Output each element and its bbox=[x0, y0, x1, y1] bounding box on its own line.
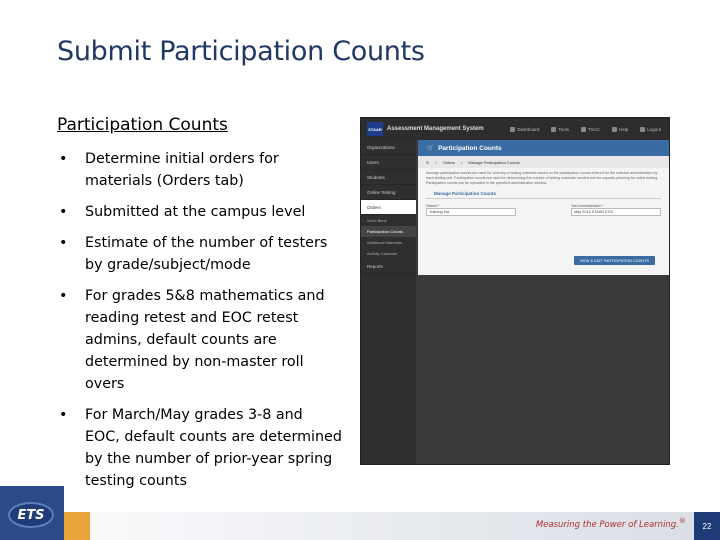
bullet-dot: • bbox=[59, 151, 68, 167]
footer-tagline: Measuring the Power of Learning.® bbox=[535, 516, 686, 530]
slide-title: Submit Participation Counts bbox=[57, 36, 425, 67]
district-group bbox=[426, 204, 516, 216]
sidebar-item-orders[interactable]: Orders bbox=[361, 200, 416, 215]
breadcrumb bbox=[418, 156, 669, 168]
manage-title: Manage Participation Counts bbox=[426, 189, 661, 199]
page-description: Average participation counts are used for ordering of testing materials based on the participation counts entered for the selected administration by each testing unit. Participation counts are used for determining the number of testing materials needed and for capacity planning for online testing. Participation counts can be uploaded in the specified administration window. bbox=[426, 171, 659, 185]
sidebar-sub-additional-materials[interactable]: Additional Materials bbox=[367, 240, 402, 245]
bullet-dot: • bbox=[59, 235, 68, 251]
footer-accent bbox=[64, 512, 90, 540]
sidebar-sub-activity-calendar[interactable]: Activity Calendar bbox=[367, 251, 398, 256]
bullet-item bbox=[57, 404, 342, 492]
bullet-item bbox=[57, 285, 342, 395]
ets-logo-mark: ETS bbox=[8, 502, 54, 528]
sidebar-sub-participation-counts[interactable]: Participation Counts bbox=[361, 226, 416, 237]
bullet-item bbox=[57, 148, 342, 192]
sidebar-item-users[interactable]: Users bbox=[361, 155, 416, 170]
dashboard-link[interactable]: Dashboard bbox=[510, 127, 539, 132]
bullet-dot: • bbox=[59, 204, 68, 220]
bullet-text: Determine initial orders for materials (Orders tab) bbox=[85, 151, 279, 189]
bullet-item bbox=[57, 201, 342, 223]
embedded-screenshot bbox=[360, 117, 670, 465]
tsac-link[interactable]: TSAC bbox=[581, 127, 600, 132]
district-select[interactable]: Training Ind bbox=[426, 208, 516, 216]
ets-logo bbox=[0, 486, 64, 540]
dashboard-icon bbox=[510, 127, 515, 132]
content-header bbox=[418, 140, 669, 156]
registered-mark: ® bbox=[678, 516, 686, 525]
cart-icon: 🛒 bbox=[426, 145, 435, 152]
admin-group bbox=[571, 204, 661, 216]
bullet-text: For grades 5&8 mathematics and reading retest and EOC retest admins, default counts are determined by non-master roll overs bbox=[85, 288, 325, 392]
admin-label: Test Administration * bbox=[571, 204, 604, 208]
tools-link[interactable]: Tools bbox=[551, 127, 569, 132]
breadcrumb-current: Manage Participation Counts bbox=[468, 159, 520, 165]
chevron-right-icon: › bbox=[460, 159, 463, 165]
bullet-dot: • bbox=[59, 407, 68, 423]
filter-fields bbox=[418, 199, 669, 216]
sidebar-item-organizations[interactable]: Organizations bbox=[361, 140, 416, 155]
app-sidebar bbox=[361, 140, 416, 464]
sidebar-sub-word-bank[interactable]: Word Bank bbox=[367, 218, 387, 223]
sidebar-item-reports[interactable]: Reports bbox=[361, 259, 416, 274]
sidebar-item-online-testing[interactable]: Online Testing bbox=[361, 185, 416, 200]
sidebar-item-students[interactable]: Students bbox=[361, 170, 416, 185]
bullet-dot: • bbox=[59, 288, 68, 304]
bullet-text: Estimate of the number of testers by grade/subject/mode bbox=[85, 235, 328, 273]
breadcrumb-orders[interactable]: Orders bbox=[442, 159, 455, 165]
section-heading: Participation Counts bbox=[57, 115, 228, 135]
app-content bbox=[418, 140, 669, 275]
page-number: 22 bbox=[694, 512, 720, 540]
help-link[interactable]: Help bbox=[612, 127, 628, 132]
refresh-icon[interactable]: ↻ bbox=[426, 159, 430, 165]
bullet-text: For March/May grades 3-8 and EOC, default counts are determined by the number of prior-year spring testing counts bbox=[85, 407, 342, 489]
chevron-right-icon: › bbox=[435, 159, 437, 165]
app-title: Assessment Management System bbox=[387, 126, 484, 132]
app-header bbox=[361, 118, 669, 140]
district-label: District * bbox=[426, 204, 440, 208]
admin-select[interactable]: May 2015 STAAR EOC bbox=[571, 208, 661, 216]
content-title: Participation Counts bbox=[438, 144, 502, 152]
view-edit-counts-button[interactable]: VIEW & EDIT PARTICIPATION COUNTS bbox=[574, 256, 655, 265]
logout-icon bbox=[640, 127, 645, 132]
logout-link[interactable]: Logout bbox=[640, 127, 661, 132]
help-icon bbox=[612, 127, 617, 132]
bullet-text: Submitted at the campus level bbox=[85, 204, 306, 220]
bullet-list bbox=[57, 148, 342, 501]
staar-logo: STAAR bbox=[367, 122, 383, 136]
tsac-icon bbox=[581, 127, 586, 132]
bullet-item bbox=[57, 232, 342, 276]
content-empty-area bbox=[418, 275, 669, 464]
tools-icon bbox=[551, 127, 556, 132]
